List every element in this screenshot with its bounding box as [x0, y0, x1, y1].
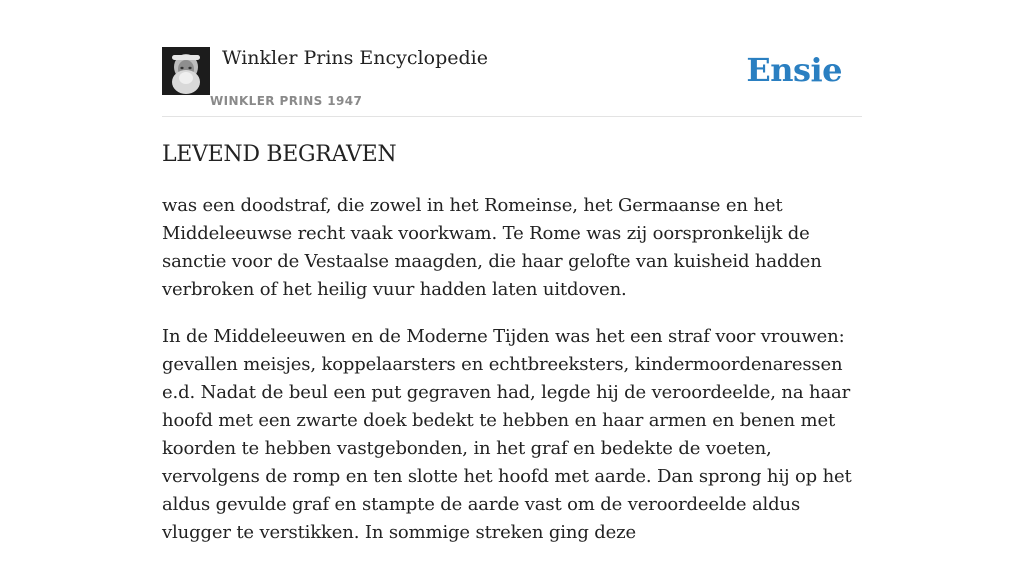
author-avatar[interactable]: [162, 47, 210, 95]
site-header: [162, 46, 862, 117]
article-paragraph: was een doodstraf, die zowel in het Romeinse, het Germaanse en het Middeleeuwse recht vaak voorkwam. Te Rome was zij oorspronkelijk de sanctie voor de Vestaalse maagden, die haar gelofte van kuisheid hadden verbroken of het heilig vuur hadden laten uitdoven.: [162, 195, 822, 300]
article-title: LEVEND BEGRAVEN: [162, 142, 397, 167]
brand-logo[interactable]: Ensie: [746, 51, 842, 89]
source-label[interactable]: WINKLER PRINS 1947: [210, 94, 363, 108]
article-body: [162, 192, 862, 566]
article-paragraph: In de Middeleeuwen en de Moderne Tijden was het een straf voor vrouwen: gevallen meisjes, koppelaarsters en echtbreeksters, kindermoordenaressen e.d. Nadat de beul een put gegraven had, legde hij de veroordeelde, na haar hoofd met een zwarte doek bedekt te hebben en haar armen en benen met koorden te hebben vastgebonden, in het graf en bedekte de voeten, vervolgens de romp en ten slotte het hoofd met aarde. Dan sprong hij op het aldus gevulde graf en stampte de aarde vast om de veroordeelde aldus vlugger te verstikken. In sommige streken ging deze: [162, 326, 852, 543]
portrait-icon: [162, 47, 210, 95]
site-title[interactable]: Winkler Prins Encyclopedie: [222, 47, 488, 69]
